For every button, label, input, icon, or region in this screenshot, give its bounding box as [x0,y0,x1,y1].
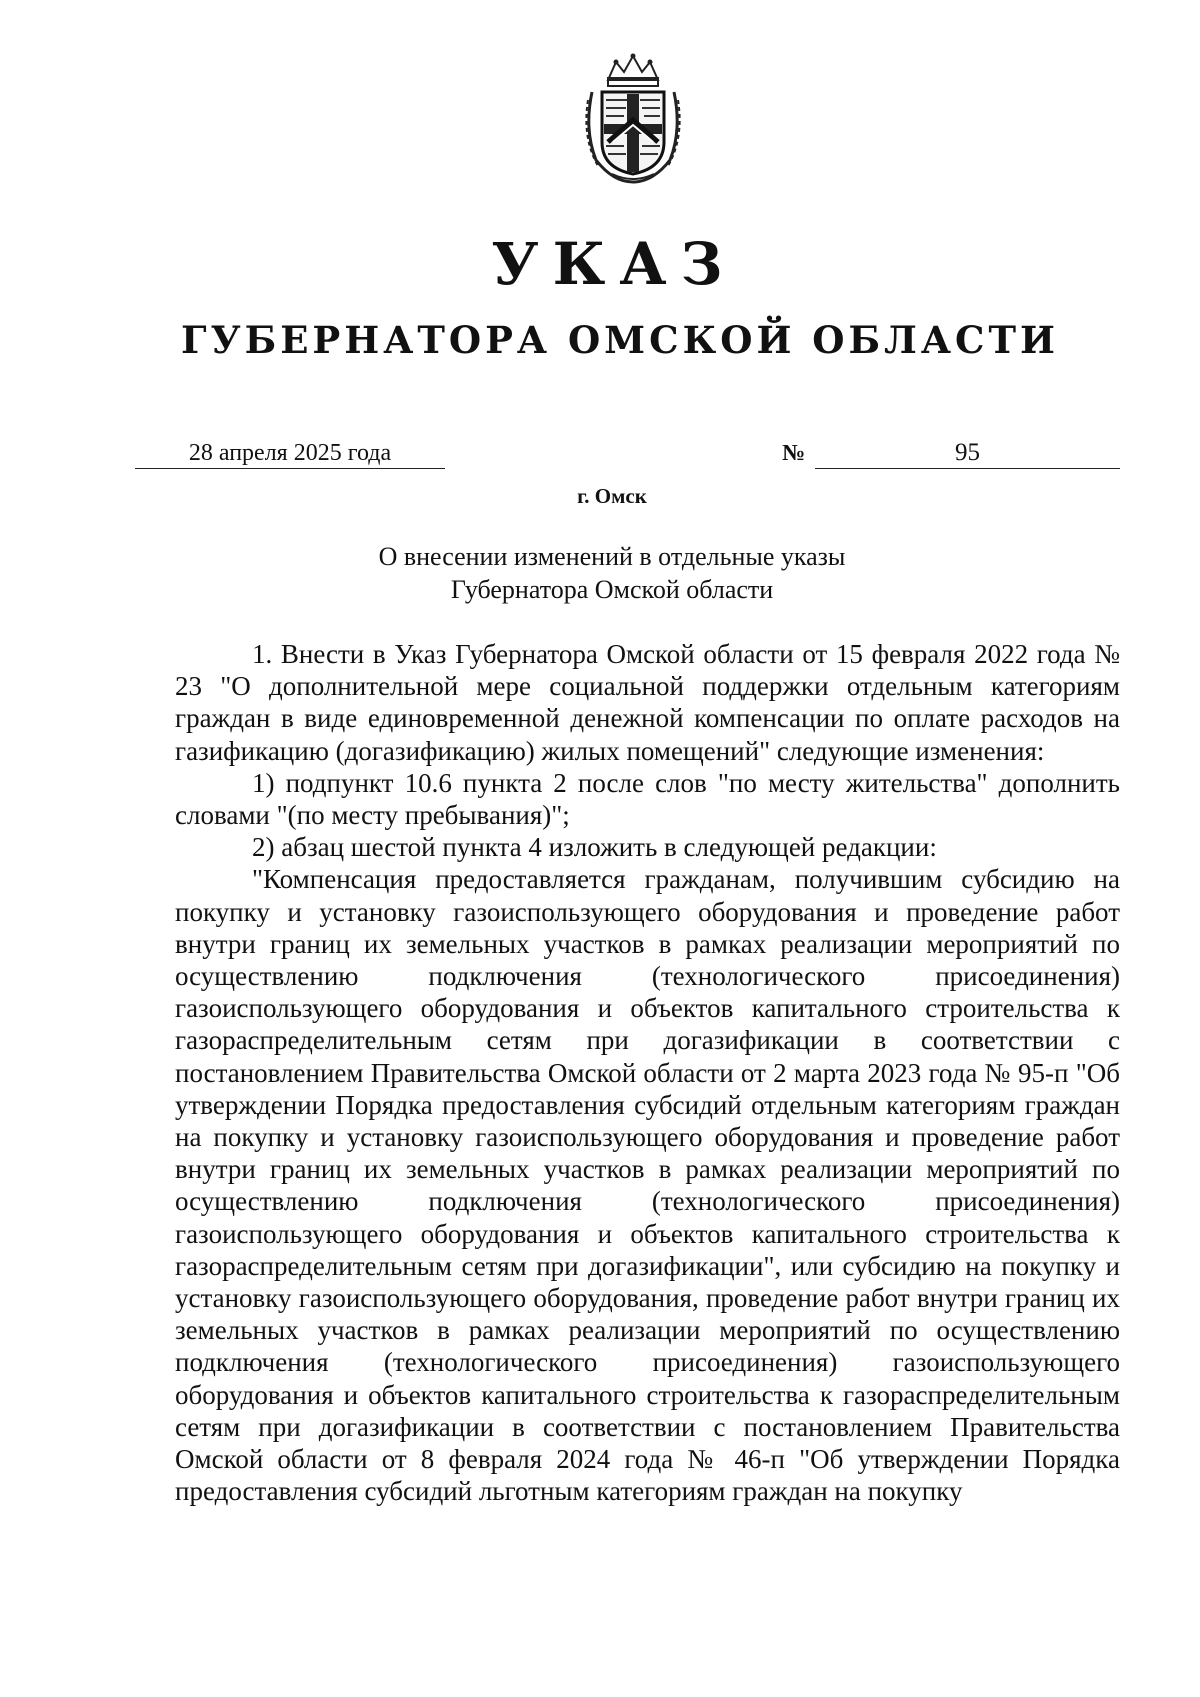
document-body [175,638,1120,1507]
body-paragraph: 1) подпункт 10.6 пункта 2 после слов "по месту жительства" дополнить словами "(по месту пребывания)"; [175,767,1120,831]
subject-line-2: Губернатора Омской области [450,575,774,604]
number-label: № [782,440,806,465]
body-paragraph: "Компенсация предоставляется гражданам, получившим субсидию на покупку и установку газоиспользующего оборудования и проведение работ внутри границ их земельных участков в рамках реализации мероприятий по осуществлению подключения (технологического присоединения) газоиспользующего оборудования и объектов капитального строительства к газораспределительным сетям при догазификации в соответствии с постановлением Правительства Омской области от 2 марта 2023 года № 95-п "Об утверждении Порядка предоставления субсидий отдельным категориям граждан на покупку и установку газоиспользующего оборудования и проведение работ внутри границ их земельных участков в рамках реализации мероприятий по осуществлению подключения (технологического присоединения) газоиспользующего оборудования и объектов капитального строительства к газораспределительным сетям при догазификации", или субсидию на покупку и установку газоиспользующего оборудования, проведение работ внутри границ их земельных участков в рамках реализации мероприятий по осуществлению подключения (технологического присоединения) газоиспользующего оборудования и объектов капитального строительства к газораспределительным сетям при догазификации в соответствии с постановлением Правительства Омской области от 8 февраля 2024 года № 46-п "Об утверждении Порядка предоставления субсидий льготным категориям граждан на покупку [175,864,1120,1507]
document-number: 95 [815,438,1120,469]
document-subject [0,540,1200,606]
body-paragraph: 2) абзац шестой пункта 4 изложить в следующей редакции: [252,832,937,863]
document-issuer: ГУБЕРНАТОРА ОМСКОЙ ОБЛАСТИ [181,318,1059,362]
document-date: 28 апреля 2025 года [135,438,445,469]
document-title: УКАЗ [491,230,737,298]
document-city: г. Омск [577,484,647,508]
coat-of-arms-icon [578,50,688,185]
body-paragraph: 1. Внести в Указ Губернатора Омской области от 15 февраля 2022 года № 23 "О дополнительной мере социальной поддержки отдельным категориям граждан в виде единовременной денежной компенсации по оплате расходов на газификацию (догазификацию) жилых помещений" следующие изменения: [175,639,1120,766]
subject-line-1: О внесении изменений в отдельные указы [378,542,846,571]
